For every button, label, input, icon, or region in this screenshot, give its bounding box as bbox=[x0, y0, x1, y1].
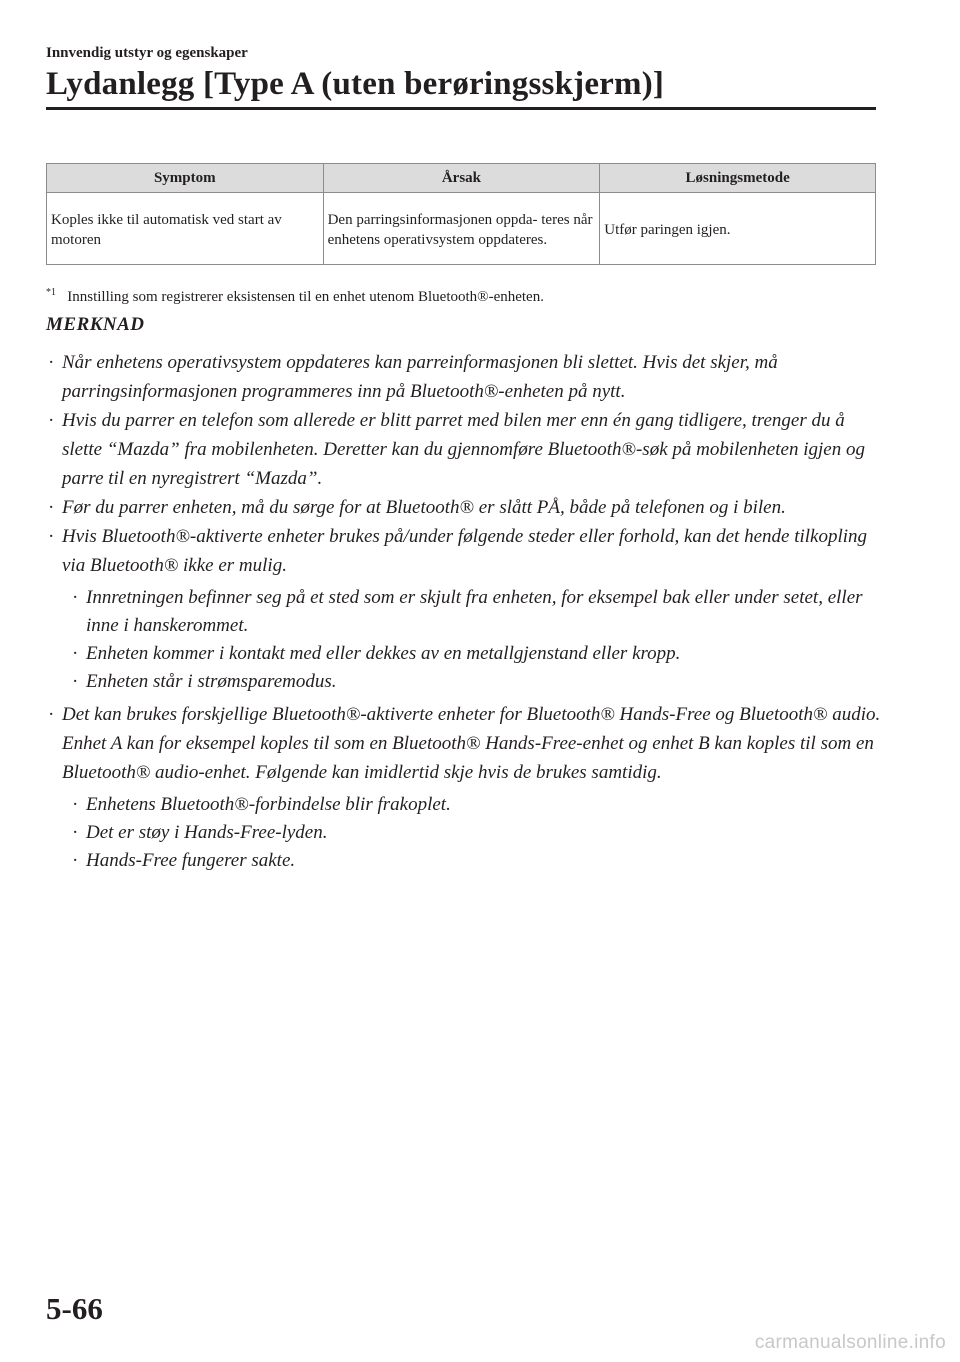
page-title: Lydanlegg [Type A (uten berøringsskjerm)] bbox=[46, 66, 665, 102]
symptom-table bbox=[46, 163, 876, 265]
solution-cell: Utfør paringen igjen. bbox=[600, 193, 876, 265]
sub-item: · Enhetens Bluetooth®-forbindelse blir frakoplet. bbox=[70, 791, 882, 819]
sub-item: · Enheten står i strømsparemodus. bbox=[70, 668, 882, 696]
column-header-symptom: Symptom bbox=[47, 164, 324, 193]
note-item: · Når enhetens operativsystem oppdateres kan parreinformasjonen bli slettet. Hvis det skjer, må parringsinformasjonen programmeres inn på Bluetooth®-enheten på nytt. bbox=[46, 348, 882, 406]
note-item: · Før du parrer enheten, må du sørge for at Bluetooth® er slått PÅ, både på telefonen og i bilen. bbox=[46, 493, 882, 522]
column-header-cause: Årsak bbox=[323, 164, 600, 193]
symptom-cell: Koples ikke til automatisk ved start av motoren bbox=[47, 193, 324, 265]
page-number: 5-66 bbox=[46, 1291, 103, 1326]
condition-sub-list bbox=[46, 584, 882, 696]
note-list bbox=[46, 348, 882, 879]
footnote-text: Innstilling som registrerer eksistensen til en enhet utenom Bluetooth®-enheten. bbox=[67, 289, 544, 305]
footnote-mark: *1 bbox=[46, 287, 56, 298]
section-label: Innvendig utstyr og egenskaper bbox=[46, 45, 248, 61]
sub-item: · Innretningen befinner seg på et sted som er skjult fra enheten, for eksempel bak eller under setet, eller inne i hanskerommet. bbox=[70, 584, 882, 640]
note-item: · Det kan brukes forskjellige Bluetooth®-aktiverte enheter for Bluetooth® Hands-Free og Bluetooth® audio. Enhet A kan for eksempel koples til som en Bluetooth® Hands-Free-enhet og enhet B kan koples til som en Bluetooth® audio-enhet. Følgende kan imidlertid skje hvis de brukes samtidig. bbox=[46, 700, 882, 787]
footnote bbox=[46, 283, 544, 307]
header-divider bbox=[46, 107, 876, 110]
page-header bbox=[46, 44, 876, 104]
column-header-solution: Løsningsmetode bbox=[600, 164, 876, 193]
cause-cell: Den parringsinformasjonen oppda- teres når enhetens operativsystem oppdateres. bbox=[323, 193, 600, 265]
table-header-row bbox=[47, 164, 876, 193]
watermark: carmanualsonline.info bbox=[754, 1332, 946, 1353]
note-item: · Hvis du parrer en telefon som allerede er blitt parret med bilen mer enn én gang tidligere, trenger du å slette “Mazda” fra mobilenheten. Deretter kan du gjennomføre Bluetooth®-søk på mobilenheten igjen og parre til en nyregistrert “Mazda”. bbox=[46, 406, 882, 493]
note-title: MERKNAD bbox=[46, 314, 145, 335]
sub-item: · Hands-Free fungerer sakte. bbox=[70, 847, 882, 875]
table-row bbox=[47, 193, 876, 265]
effect-sub-list bbox=[46, 791, 882, 875]
sub-item: · Enheten kommer i kontakt med eller dekkes av en metallgjenstand eller kropp. bbox=[70, 640, 882, 668]
sub-item: · Det er støy i Hands-Free-lyden. bbox=[70, 819, 882, 847]
note-item: · Hvis Bluetooth®-aktiverte enheter brukes på/under følgende steder eller forhold, kan det hende tilkopling via Bluetooth® ikke er mulig. bbox=[46, 522, 882, 580]
